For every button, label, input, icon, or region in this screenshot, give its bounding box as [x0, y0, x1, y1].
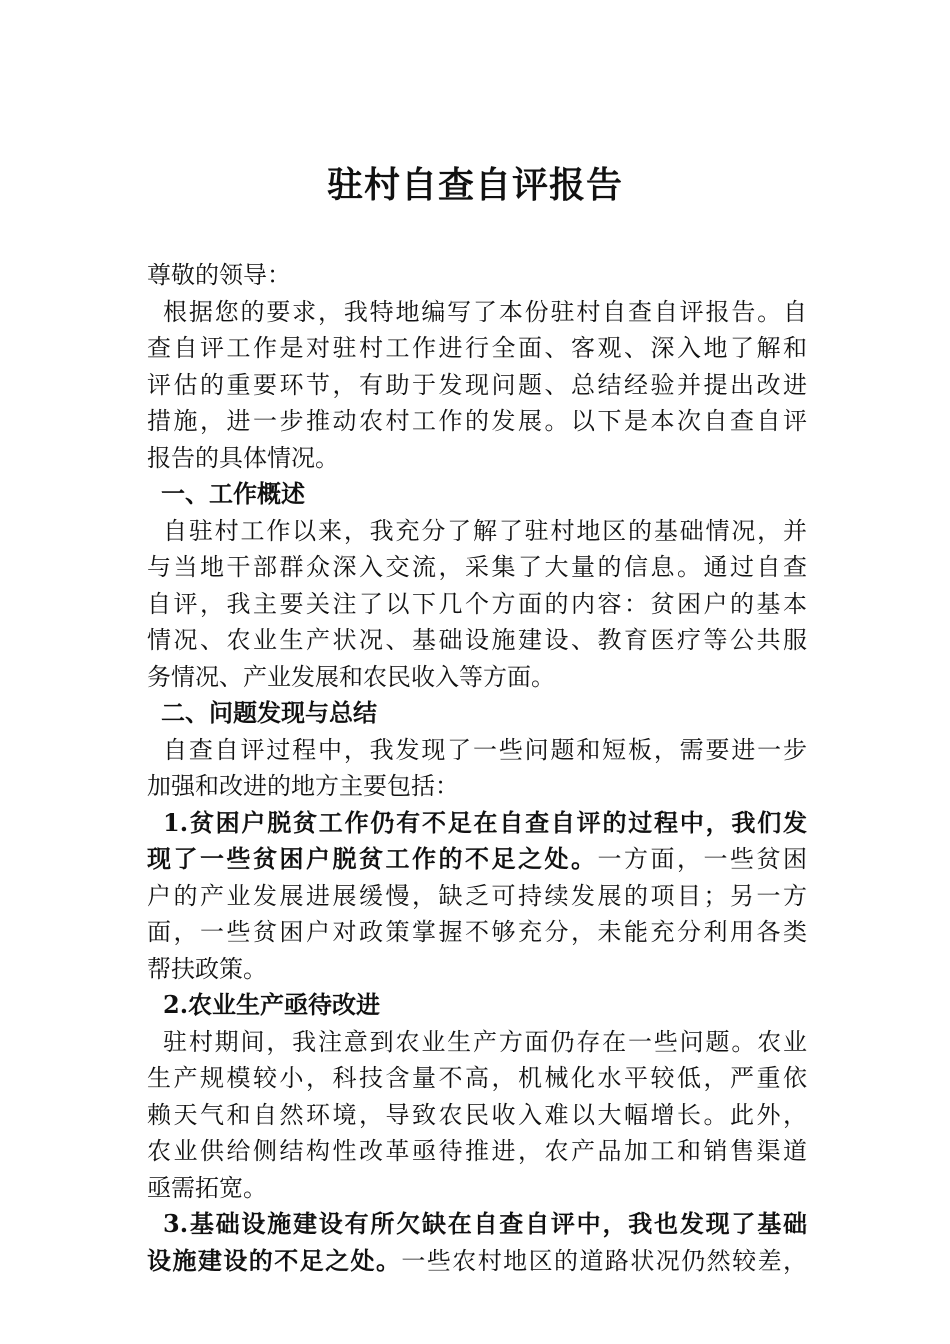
section-line: 与当地干部群众深入交流，采集了大量的信息。通过自查 — [147, 553, 807, 581]
document-body — [147, 257, 807, 1279]
section-line: 自驻村工作以来，我充分了解了驻村地区的基础情况，并 — [163, 516, 807, 545]
item-mixed-line — [147, 841, 807, 878]
item-heading-cont: 现了一些贫困户脱贫工作的不足之处。 — [147, 844, 598, 873]
item-line: 亟需拓宽。 — [147, 1173, 267, 1202]
section-heading: 一、工作概述 — [161, 480, 305, 508]
intro-line: 查自评工作是对驻村工作进行全面、客观、深入地了解和 — [147, 334, 807, 362]
item-heading: 2.农业生产亟待改进 — [163, 990, 381, 1019]
section-line: 务情况、产业发展和农民收入等方面。 — [147, 662, 555, 691]
document-title: 驻村自查自评报告 — [326, 164, 623, 206]
section-heading: 二、问题发现与总结 — [161, 699, 377, 727]
item-line: 农业供给侧结构性改革亟待推进，农产品加工和销售渠道 — [147, 1137, 807, 1165]
item-line: 生产规模较小，科技含量不高，机械化水平较低，严重依 — [147, 1064, 807, 1092]
item-heading: 1.贫困户脱贫工作仍有不足在自查自评的过程中，我们发 — [163, 807, 807, 837]
item-text: 一方面，一些贫困 — [597, 845, 807, 873]
item-heading-cont: 设施建设的不足之处。 — [147, 1245, 402, 1275]
section-line: 情况、农业生产状况、基础设施建设、教育医疗等公共服 — [147, 626, 807, 654]
item-line: 帮扶政策。 — [147, 954, 267, 983]
intro-line: 根据您的要求，我特地编写了本份驻村自查自评报告。自 — [163, 297, 807, 326]
item-line: 驻村期间，我注意到农业生产方面仍存在一些问题。农业 — [163, 1027, 807, 1056]
section-line: 自查自评过程中，我发现了一些问题和短板，需要进一步 — [163, 735, 807, 764]
item-mixed-line — [147, 1243, 807, 1280]
item-heading: 3.基础设施建设有所欠缺在自查自评中，我也发现了基础 — [163, 1209, 807, 1238]
intro-line: 措施，进一步推动农村工作的发展。以下是本次自查自评 — [147, 407, 807, 435]
intro-line: 评估的重要环节，有助于发现问题、总结经验并提出改进 — [147, 370, 807, 399]
salutation: 尊敬的领导： — [147, 261, 291, 289]
item-line: 户的产业发展进展缓慢，缺乏可持续发展的项目；另一方 — [147, 881, 807, 910]
section-line: 加强和改进的地方主要包括： — [147, 772, 459, 800]
item-line: 赖天气和自然环境，导致农民收入难以大幅增长。此外， — [147, 1100, 807, 1129]
item-text: 一些农村地区的道路状况仍然较差， — [401, 1246, 808, 1275]
section-line: 自评，我主要关注了以下几个方面的内容：贫困户的基本 — [147, 589, 807, 618]
intro-line: 报告的具体情况。 — [147, 443, 339, 472]
item-line: 面，一些贫困户对政策掌握不够充分，未能充分利用各类 — [147, 918, 807, 946]
